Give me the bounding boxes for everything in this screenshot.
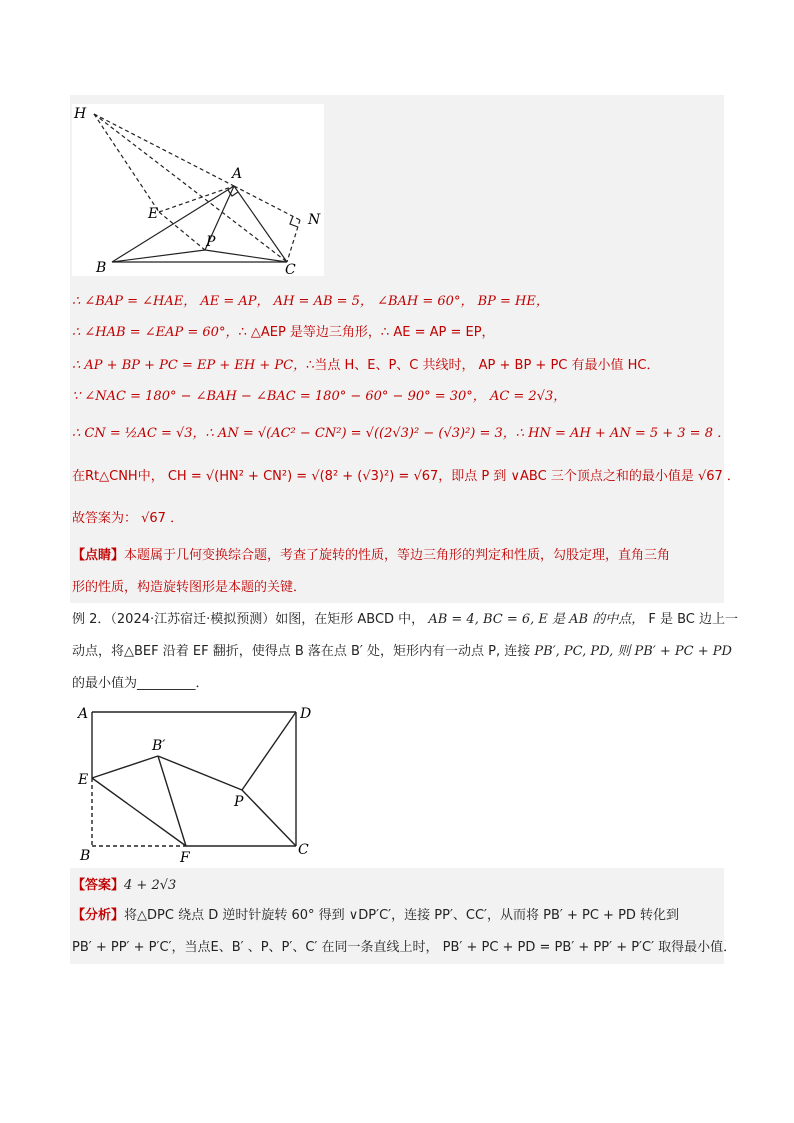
label-E: E	[78, 772, 89, 788]
line-HC	[94, 114, 287, 262]
line-BA	[112, 186, 234, 262]
line-PC	[205, 250, 287, 262]
example-line-3: 的最小值为_________．	[72, 676, 209, 691]
line-BP	[112, 250, 205, 262]
figure-triangle-rotation	[72, 104, 324, 276]
label-F: F	[180, 850, 190, 866]
line-HA	[94, 114, 234, 186]
line-B1F	[158, 756, 186, 846]
line-AC	[234, 186, 287, 262]
line-B1P	[158, 756, 242, 790]
label-B: B	[96, 260, 107, 276]
example-line-1: 例 2．（2024·江苏宿迁·模拟预测）如图，在矩形 ABCD 中， AB = 4, BC = 6, E 是 AB 的中点， F 是 BC 边上一	[72, 612, 739, 627]
label-A: A	[232, 166, 243, 182]
label-C: C	[285, 262, 296, 276]
label-B: B	[80, 848, 91, 864]
solution-line-6: 在Rt△CNH中， CH = √(HN² + CN²) = √(8² + (√3)²) = √67，即点 P 到 ∨ABC 三个顶点之和的最小值是 √67 ．	[72, 469, 740, 484]
line-EA	[159, 186, 234, 212]
tip-line-2: 形的性质，构造旋转图形是本题的关键．	[72, 580, 307, 595]
right-angle-N	[290, 216, 298, 227]
label-D: D	[300, 706, 312, 722]
solution-line-7: 故答案为： √67 ．	[72, 511, 184, 526]
answer-line: 【答案】4 + 2√3	[72, 878, 177, 893]
analysis-line-1: 【分析】将△DPC 绕点 D 逆时针旋转 60° 得到 ∨DP′C′，连接 PP′、CC′，从而将 PB′ + PC + PD 转化到	[72, 908, 680, 923]
line-PC	[242, 790, 296, 846]
solution-line-2: ∴ ∠HAB = ∠EAP = 60°，∴ △AEP 是等边三角形，∴ AE = AP = EP，	[72, 325, 495, 340]
solution-line-4: ∵ ∠NAC = 180° − ∠BAH − ∠BAC = 180° − 60° − 90° = 30°， AC = 2√3，	[72, 389, 567, 404]
line-PD	[242, 712, 296, 790]
label-A: A	[78, 706, 89, 722]
analysis-line-2: PB′ + PP′ + P′C′，当点E、B′ 、P、P′、C′ 在同一条直线上时， PB′ + PC + PD = PB′ + PP′ + P′C′ 取得最小值．	[72, 940, 737, 955]
label-B-prime: B′	[152, 738, 166, 754]
figure-rectangle	[76, 700, 316, 868]
label-E: E	[148, 206, 159, 222]
label-H: H	[74, 106, 87, 122]
line-EB1	[92, 756, 158, 778]
label-N: N	[308, 212, 321, 228]
label-C: C	[298, 842, 309, 858]
line-HE	[94, 114, 159, 212]
label-P: P	[234, 794, 244, 810]
solution-line-1: ∴ ∠BAP = ∠HAE， AE = AP， AH = AB = 5， ∠BAH = 60°， BP = HE，	[72, 294, 549, 309]
line-AN	[234, 186, 300, 220]
solution-line-3: ∴ AP + BP + PC = EP + EH + PC，∴当点 H、E、P、C 共线时， AP + BP + PC 有最小值 HC．	[72, 358, 660, 373]
line-NC	[287, 220, 300, 262]
tip-line-1: 【点睛】本题属于几何变换综合题，考查了旋转的性质，等边三角形的判定和性质，勾股定理，直角三角	[72, 548, 671, 563]
example-line-2: 动点，将△BEF 沿着 EF 翻折，使得点 B 落在点 B′ 处，矩形内有一动点 P, 连接 PB′, PC, PD, 则 PB′ + PC + PD	[72, 644, 732, 659]
solution-line-5: ∴ CN = ½AC = √3，∴ AN = √(AC² − CN²) = √((2√3)² − (√3)²) = 3，∴ HN = AH + AN = 5 + 3 = 8 ．	[72, 426, 731, 441]
line-EF	[92, 778, 186, 846]
label-P: P	[206, 234, 216, 250]
